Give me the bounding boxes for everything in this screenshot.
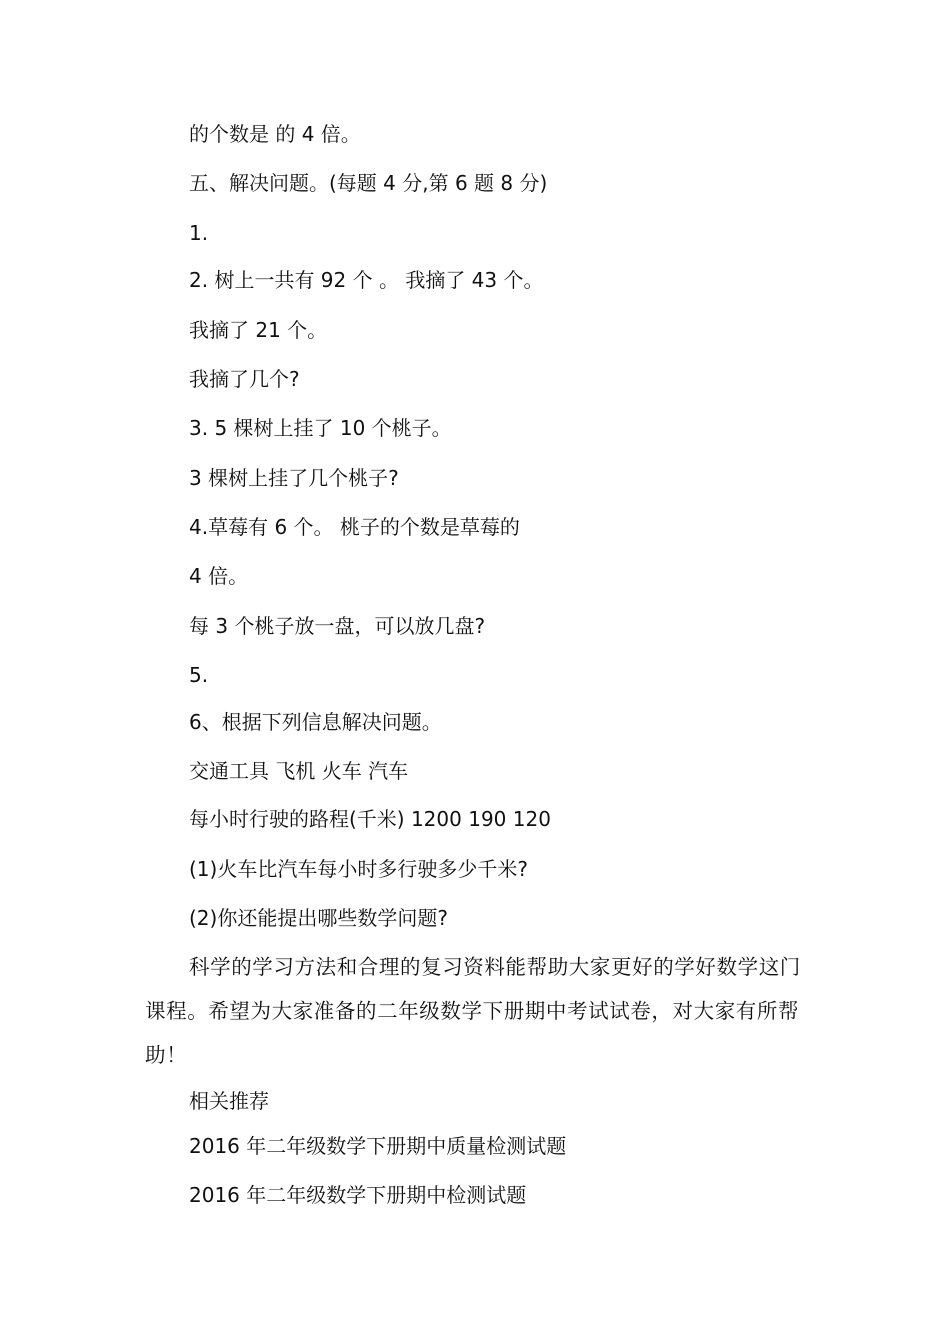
table-header-row: 交通工具 飞机 火车 汽车 bbox=[189, 759, 409, 783]
recommend-link[interactable]: 2016 年二年级数学下册期中检测试题 bbox=[189, 1183, 527, 1207]
section-heading: 五、解决问题。(每题 4 分,第 6 题 8 分) bbox=[189, 171, 548, 195]
question-text: 3. 5 棵树上挂了 10 个桃子。 bbox=[189, 416, 452, 440]
table-data-row: 每小时行驶的路程(千米) 1200 190 120 bbox=[189, 807, 551, 831]
sub-question: (2)你还能提出哪些数学问题? bbox=[189, 906, 448, 930]
question-text: 2. 树上一共有 92 个 。 我摘了 43 个。 bbox=[189, 268, 544, 292]
question-text: 我摘了几个? bbox=[189, 367, 300, 391]
question-text: 6、根据下列信息解决问题。 bbox=[189, 710, 442, 734]
question-text: 3 棵树上挂了几个桃子? bbox=[189, 466, 399, 490]
question-text: 4 倍。 bbox=[189, 564, 249, 588]
question-text: 4.草莓有 6 个。 桃子的个数是草莓的 bbox=[189, 515, 520, 539]
question-text: 我摘了 21 个。 bbox=[189, 318, 328, 342]
recommend-heading: 相关推荐 bbox=[189, 1089, 269, 1113]
question-number: 5. bbox=[189, 663, 209, 687]
sub-question: (1)火车比汽车每小时多行驶多少千米? bbox=[189, 857, 528, 881]
closing-paragraph: 科学的学习方法和合理的复习资料能帮助大家更好的学好数学这门课程。希望为大家准备的二年级数学下册期中考试试卷，对大家有所帮助！ bbox=[145, 955, 801, 1067]
question-text: 每 3 个桃子放一盘，可以放几盘? bbox=[189, 614, 486, 638]
text-line: 的个数是 的 4 倍。 bbox=[189, 122, 361, 146]
question-number: 1. bbox=[189, 221, 209, 245]
recommend-link[interactable]: 2016 年二年级数学下册期中质量检测试题 bbox=[189, 1134, 567, 1158]
